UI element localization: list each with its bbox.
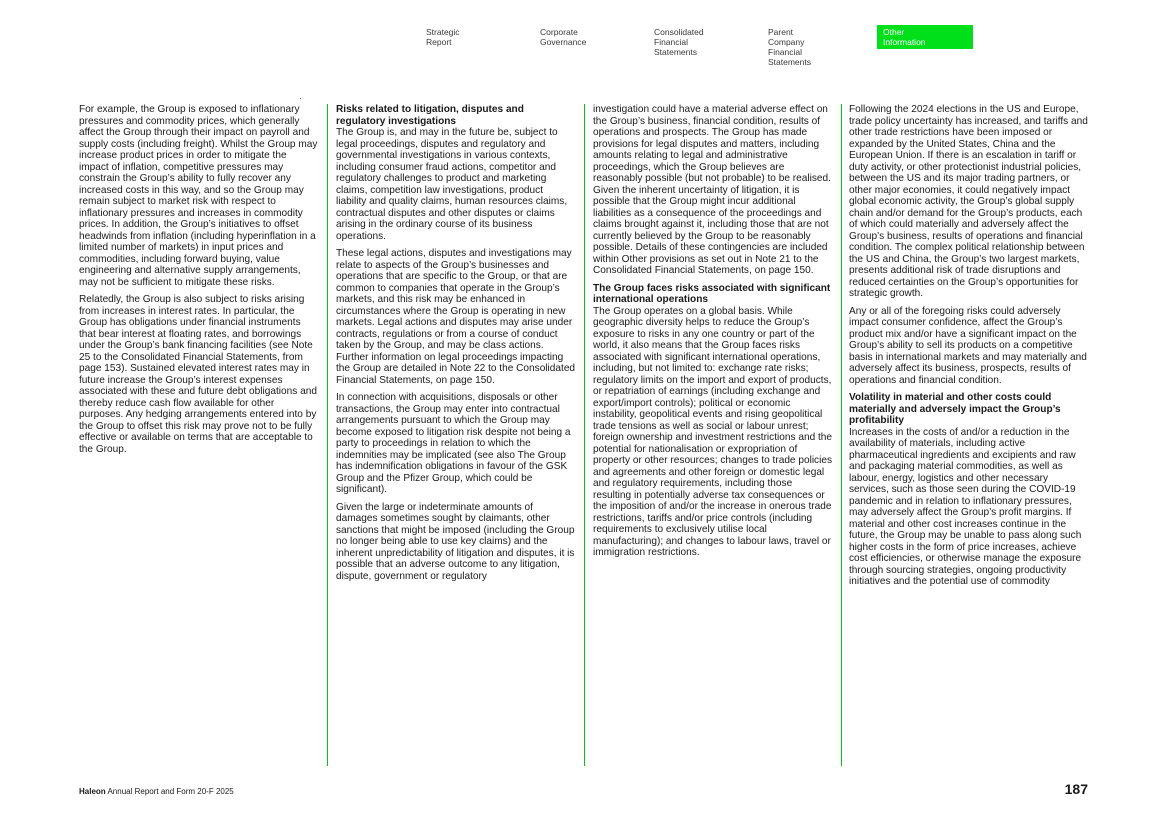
paragraph: Given the large or indeterminate amounts of damages sometimes sought by claimants, other sanctions that might be imposed (including the Group no longer being able to use key claims) and the inherent unpredictability of litigation and disputes, it is possible that an adverse outcome to any litigation, dispute, government or regulatory [336, 501, 575, 582]
paragraph: Increases in the costs of and/or a reduction in the availability of materials, including active pharmaceutical ingredients and excipients and raw and packaging material commodities, as well as labour, energy, logistics and other necessary services, such as those seen during the COVID-19 pandemic and in relation to inflationary pressures, may adversely affect the Group’s profit margins. If material and other cost increases continue in the future, the Group may be unable to pass along such higher costs in the form of price increases, achieve cost efficiencies, or otherwise manage the exposure through sourcing strategies, ongoing productivity initiatives and the potential use of commodity [849, 426, 1082, 587]
column-divider [327, 104, 328, 766]
paragraph: Relatedly, the Group is also subject to risks arising from increases in interest rates. In particular, the Group has obligations under financial instruments that bear interest at floating rates, and borrowings under the Group’s bank financing facilities (see Note 25 to the Consolidated Financial Statements, from page 153). Sustained elevated interest rates may in future increase the Group’s interest expenses associated with these and future debt obligations and thereby reduce cash flow available for other purposes. Any hedging arrangements entered into by the Group to offset this risk may prove not to be fully effective or available on terms that are acceptable to the Group. [79, 294, 317, 455]
page-number: 187 [1064, 781, 1088, 797]
stray-dot [300, 98, 301, 99]
column-divider [584, 104, 585, 766]
paragraph: For example, the Group is exposed to inflationary pressures and commodity prices, which generally affect the Group through their impact on payroll and supply costs (including freight). Whilst the Group may increase product prices in order to mitigate the impact of inflation, competitive pressures may constrain the Group’s ability to fully recover any increased costs in this way, and so the Group may remain subject to market risk with respect to inflationary pressures and increases in commodity prices. In addition, the Group’s initiatives to offset headwinds from inflation (including hyperinflation in a limited number of markets) in input prices and commodities, including forward buying, value engineering and alternative supply arrangements, may not be sufficient to mitigate these risks. [79, 104, 318, 288]
footer-title-text: Annual Report and Form 20-F 2025 [105, 787, 234, 796]
paragraph: Any or all of the foregoing risks could adversely impact consumer confidence, affect the Group’s product mix and/or have a significant impact on the Group’s ability to sell its products on a competitive basis in international markets and may materially and adversely affect its business, prospects, results of operations and financial condition. [849, 305, 1087, 386]
paragraph: In connection with acquisitions, disposals or other transactions, the Group may enter into contractual arrangements pursuant to which the Group may become exposed to litigation risk despite not being a party to proceedings in relation to which the indemnities may be implicated (see also The Group has indemnification obligations in favour of the GSK Group and the Pfizer Group, which could be significant). [336, 392, 571, 495]
section-heading: Volatility in material and other costs could materially and adversely impact the Group’s profitability [849, 392, 1061, 426]
column-1 [79, 104, 319, 461]
paragraph: The Group operates on a global basis. While geographic diversity helps to reduce the Group’s exposure to risks in any one country or part of the world, it also means that the Group faces risks associated with significant international operations, including, but not limited to: exchange rate risks; regulatory limits on the import and export of products, or repatriation of earnings (including exchange and export/import controls); political or economic instability, geopolitical events and rising geopolitical trade tensions as well as social or labour unrest; foreign ownership and investment restrictions and the potential for nationalisation or expropriation of property or other resources; changes to trade policies and agreements and other foreign or domestic legal and regulatory requirements, including those resulting in potentially adverse tax consequences or the imposition of and/or the increase in onerous trade restrictions, tariffs and/or price controls (including requirements to exclusively utilise local manufacturing); and changes to labour laws, travel or immigration restrictions. [593, 305, 833, 558]
column-2 [336, 104, 576, 588]
column-3 [593, 104, 833, 565]
section-heading: The Group faces risks associated with significant international operations [593, 282, 831, 305]
footer-report-title [79, 787, 234, 796]
paragraph: The Group is, and may in the future be, subject to legal proceedings, disputes and regulatory and governmental investigations in various contexts, including consumer fraud actions, competitor and regulatory challenges to product and marketing claims, competition law investigations, product liability and quality claims, human resources claims, contractual disputes and other disputes or claims arising in the ordinary course of its business operations. [336, 127, 568, 242]
section-heading: Risks related to litigation, disputes and regulatory investigations [336, 104, 524, 127]
column-divider [841, 104, 842, 766]
paragraph: Following the 2024 elections in the US and Europe, trade policy uncertainty has increased, and tariffs and other trade restrictions have been imposed or expanded by the United States, China and the European Union. If there is an escalation in tariff or duty activity, or other protectionist industrial policies, between the US and its major trading partners, or other major economies, it could negatively impact global economic activity, the Group’s global supply chain and/or demand for the Group’s products, each of which could materially and adversely affect the Group’s business, results of operations and financial condition. The complex political relationship between the US and China, the Group’s two largest markets, presents additional risk of trade disruptions and reduced certainties on the Group’s opportunities for strategic growth. [849, 104, 1088, 299]
paragraph: These legal actions, disputes and investigations may relate to aspects of the Group’s businesses and operations that are specific to the Group, or that are common to companies that operate in the Group’s markets, and this risk may be enhanced in circumstances where the Group is operating in new markets. Legal actions and disputes may arise under contracts, regulations or from a course of conduct taken by the Group, and may be class actions. Further information on legal proceedings impacting the Group are detailed in Note 22 to the Consolidated Financial Statements, on page 150. [336, 248, 576, 386]
footer-brand: Haleon [79, 787, 106, 796]
nav-consolidated-financial-statements[interactable]: Consolidated Financial Statements [654, 27, 704, 57]
nav-corporate-governance[interactable]: Corporate Governance [540, 27, 587, 47]
nav-strategic-report[interactable]: Strategic Report [426, 27, 460, 47]
nav-parent-company-financial-statements[interactable]: Parent Company Financial Statements [768, 27, 811, 67]
nav-other-information[interactable]: Other Information [877, 25, 973, 49]
paragraph: investigation could have a material adverse effect on the Group’s business, financial condition, results of operations and prospects. The Group has made provisions for legal disputes and matters, including amounts relating to legal and administrative proceedings, which the Group believes are reasonably possible (but not probable) to be realised. Given the inherent uncertainty of litigation, it is possible that the Group might incur additional liabilities as a consequence of the proceedings and claims brought against it, including those that are not currently believed by the Group to be reasonably possible. Details of these contingencies are included within Other provisions as set out in Note 21 to the Consolidated Financial Statements, on page 150. [593, 104, 831, 276]
column-4 [849, 104, 1089, 594]
